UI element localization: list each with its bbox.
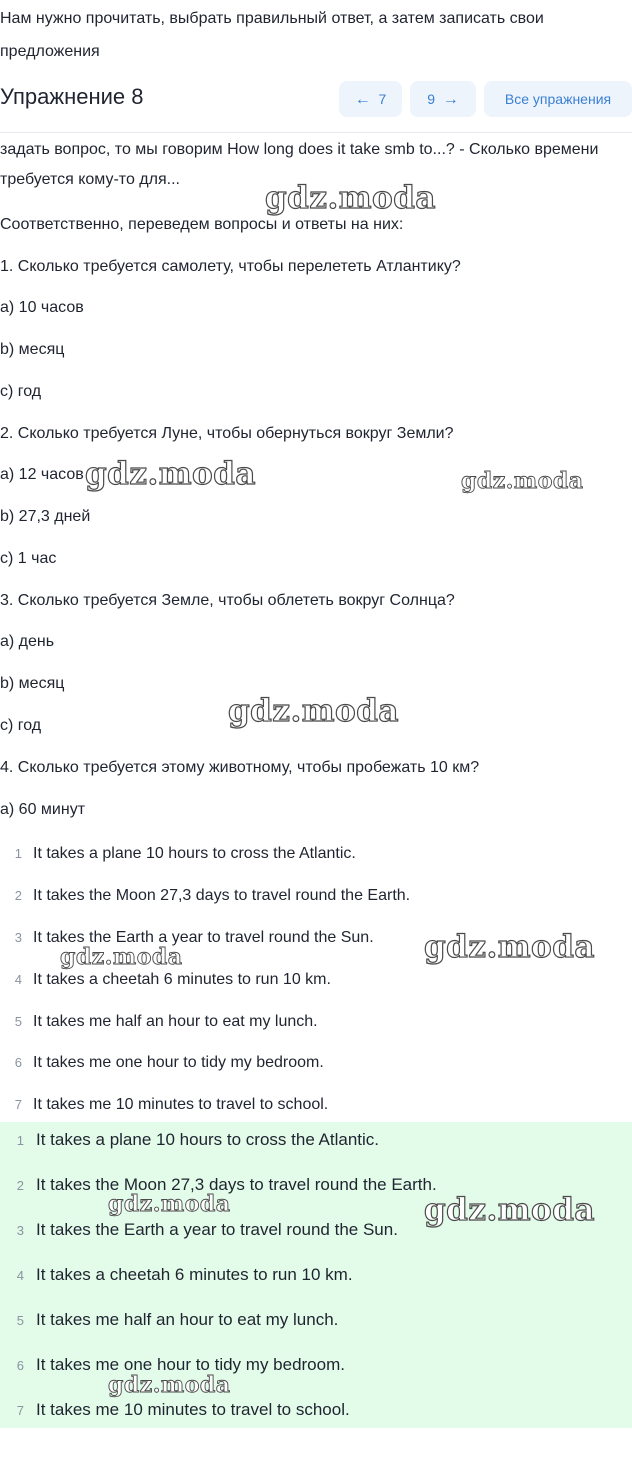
answer-option: b) месяц — [0, 675, 65, 692]
answer-option: c) 1 час — [0, 550, 57, 567]
answer-option: c) год — [0, 383, 42, 400]
list-item: 1 It takes a plane 10 hours to cross the Atlantic. — [16, 1130, 380, 1149]
answer-option: a) 10 часов — [0, 299, 84, 316]
arrow-left-icon: ← — [354, 91, 371, 108]
question-line: 4. Сколько требуется этому животному, чтобы пробежать 10 км? — [0, 759, 480, 776]
arrow-right-icon: → — [442, 91, 459, 108]
list-item: 2 It takes the Moon 27,3 days to travel round the Earth. — [16, 1175, 437, 1194]
answer-option: c) год — [0, 717, 42, 734]
list-item: 6 It takes me one hour to tidy my bedroom. — [14, 1054, 324, 1071]
next-exercise-label: 9 — [427, 91, 435, 107]
answer-option: a) 60 минут — [0, 801, 86, 818]
list-item: 5 It takes me half an hour to eat my lunch. — [16, 1310, 339, 1329]
paragraph-translation-intro: Соответственно, переведем вопросы и ответы на них: — [0, 216, 404, 233]
prev-exercise-button[interactable] — [339, 81, 402, 117]
list-item: 1 It takes a plane 10 hours to cross the Atlantic. — [14, 845, 356, 862]
question-line: 3. Сколько требуется Земле, чтобы облететь вокруг Солнца? — [0, 592, 455, 609]
watermark: gdz.moda — [108, 1191, 231, 1217]
watermark: gdz.moda — [228, 693, 399, 729]
watermark: gdz.moda — [265, 180, 436, 216]
all-exercises-label: Все упражнения — [504, 91, 612, 107]
list-item: 3 It takes the Earth a year to travel round the Sun. — [14, 929, 374, 946]
list-item: 4 It takes a cheetah 6 minutes to run 10 km. — [16, 1265, 353, 1284]
answer-option: b) 27,3 дней — [0, 508, 91, 525]
watermark: gdz.moda — [461, 468, 584, 494]
answer-option: a) день — [0, 633, 55, 650]
watermark: gdz.moda — [424, 929, 595, 965]
watermark: gdz.moda — [424, 1192, 595, 1228]
question-line: 2. Сколько требуется Луне, чтобы обернуться вокруг Земли? — [0, 425, 454, 442]
next-exercise-button[interactable] — [410, 81, 476, 117]
list-item: 7 It takes me 10 minutes to travel to school. — [16, 1400, 350, 1419]
list-item: 6 It takes me one hour to tidy my bedroom. — [16, 1355, 345, 1374]
page-title: Упражнение 8 — [0, 84, 144, 109]
watermark: gdz.moda — [85, 456, 256, 492]
prev-exercise-label: 7 — [378, 91, 387, 107]
watermark: gdz.moda — [60, 944, 183, 970]
question-line: 1. Сколько требуется самолету, чтобы перелететь Атлантику? — [0, 258, 461, 275]
all-exercises-button[interactable] — [484, 81, 632, 117]
intro-text: Нам нужно прочитать, выбрать правильный ответ, а затем записать свои предложения — [0, 10, 544, 60]
list-item: 5 It takes me half an hour to eat my lunch. — [14, 1013, 318, 1030]
answer-option: a) 12 часов — [0, 466, 84, 483]
list-item: 2 It takes the Moon 27,3 days to travel round the Earth. — [14, 887, 411, 904]
list-item: 3 It takes the Earth a year to travel round the Sun. — [16, 1220, 398, 1239]
list-item: 4 It takes a cheetah 6 minutes to run 10 km. — [14, 971, 331, 988]
exercise-header — [0, 78, 632, 133]
list-item: 7 It takes me 10 minutes to travel to school. — [14, 1096, 329, 1113]
watermark: gdz.moda — [108, 1372, 231, 1398]
paragraph-explanation: задать вопрос, то мы говорим How long does it take smb to...? - Сколько времени требуется кому-то для... — [0, 141, 599, 188]
answer-option: b) месяц — [0, 341, 65, 358]
